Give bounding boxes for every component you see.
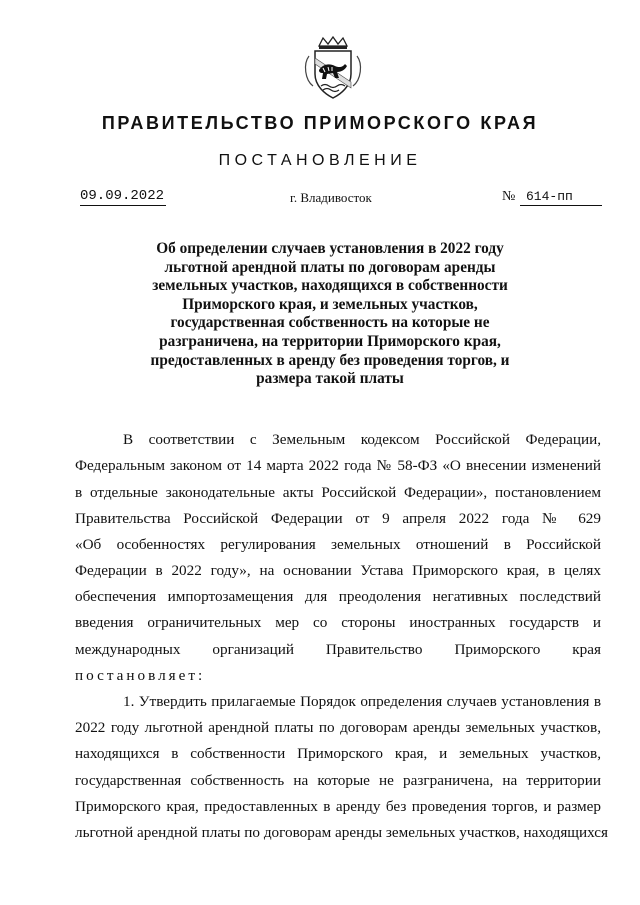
subject-line: государственная собственность на которые не [170,314,490,332]
subject-line: земельных участков, находящихся в собственности [152,277,508,295]
body-line: международных организаций Правительство Приморского края [75,641,601,658]
body-line: Приморского края, предоставленных в аренду без проведения торгов, и размер [75,798,601,815]
body-line: введения ограничительных мер со стороны иностранных государств и [75,614,601,631]
document-date: 09.09.2022 [80,188,165,204]
document-number: 614-пп [520,188,602,206]
subject-line: разграничена, на территории Приморского края, [159,332,501,350]
body-line: обеспечения импортозамещения для преодоления негативных последствий [75,588,601,605]
body-line: Федерации в 2022 году», на основании Устава Приморского края, в целях [75,562,601,579]
document-type: ПОСТАНОВЛЕНИЕ [218,152,422,169]
body-line: в отдельные законодательные акты Российской Федерации», постановлением [75,484,601,501]
primorsky-krai-coat-of-arms-icon [297,36,369,102]
subject-line: Об определении случаев установления в 2022 году [156,240,504,257]
body-line: находящихся в собственности Приморского края, и земельных участков, [75,745,601,762]
body-line: Правительства Российской Федерации от 9 апреля 2022 года № 629 [75,510,601,527]
subject-line: размера такой платы [256,370,404,388]
government-title: ПРАВИТЕЛЬСТВО ПРИМОРСКОГО КРАЯ [101,113,539,133]
subject-line: Приморского края, и земельных участков, [182,295,478,313]
body-line: государственная собственность на которые не разграничена, на территории [75,772,601,789]
body-line: Федеральным законом от 14 марта 2022 года № 58-ФЗ «О внесении изменений [75,457,601,474]
subject-line: льготной арендной платы по договорам аренды [164,258,496,276]
subject-line: предоставленных в аренду без проведения торгов, и [150,351,510,369]
body-line: льготной арендной платы по договорам аренды земельных участков, находящихся [75,824,609,841]
body-line: В соответствии с Земельным кодексом Российской Федерации, [123,431,601,448]
number-sign: № [502,189,516,204]
body-line: 1. Утвердить прилагаемые Порядок определения случаев установления в [123,693,601,710]
document-subject [130,240,530,389]
document-city: г. Владивосток [290,190,372,205]
body-line: «Об особенностях регулирования земельных отношений в Российской [75,536,601,553]
body-line: 2022 году льготной арендной платы по договорам аренды земельных участков, [75,719,601,736]
body-line-resolves: постановляет: [75,667,206,684]
